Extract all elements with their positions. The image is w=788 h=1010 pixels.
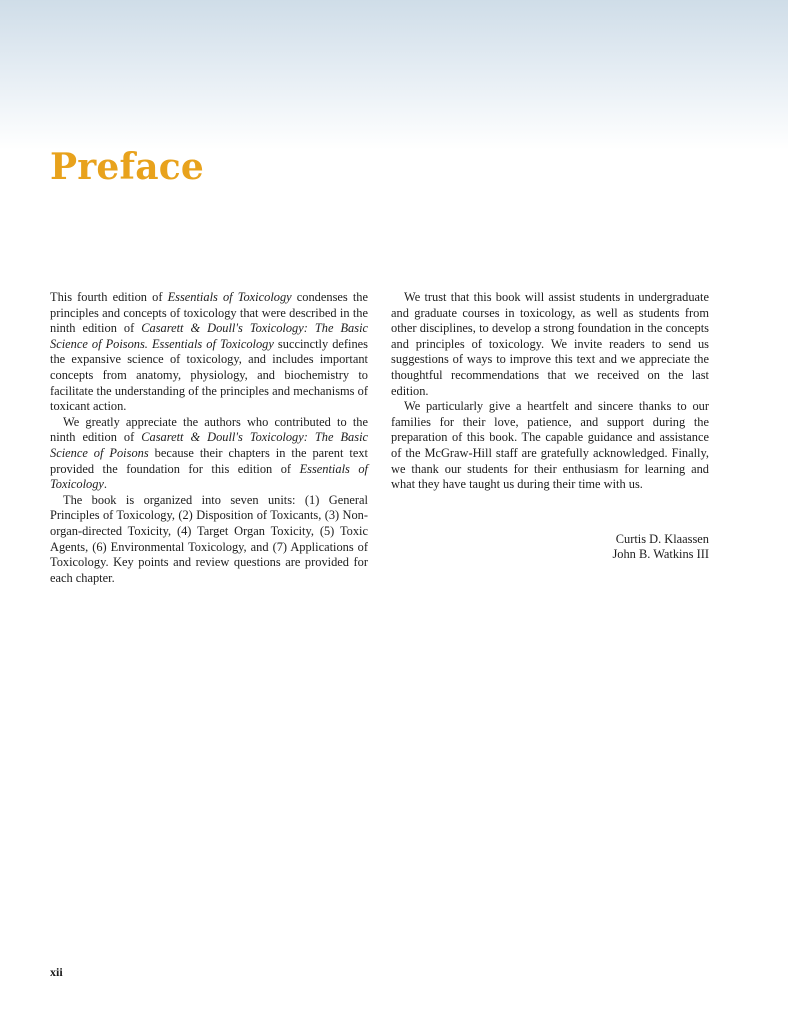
header-gradient-band <box>0 0 788 150</box>
book-title-italic: Casarett & Doull's Toxicology: The Basic Science of Poisons <box>50 430 369 460</box>
preface-paragraph-2 <box>50 415 368 493</box>
preface-paragraph-4: We trust that this book will assist students in undergraduate and graduate courses in toxicology, as well as students from other disciplines, to develop a strong foundation in the concepts and principles of toxicology. We invite readers to send us suggestions of ways to improve this text and we appreciate the thoughtful recommendations that we received on the last edition. <box>391 290 709 398</box>
author-name: John B. Watkins III <box>612 547 709 562</box>
text-run: succinctly defines the expansive science of toxicology, and includes important concepts from anatomy, physiology, and biochemistry to facilitate the understanding of the principles and mechanisms of toxicant action. <box>50 336 368 414</box>
right-column <box>391 290 709 563</box>
preface-paragraph-5: We particularly give a heartfelt and sincere thanks to our families for their love, patience, and support during the preparation of this book. The capable guidance and assistance of the McGraw-Hill staff are gratefully acknowledged. Finally, we thank our students for their enthusiasm for learning and what they have taught us during their time with us. <box>391 399 709 492</box>
book-title-italic: Casarett & Doull's Toxicology: The Basic Science of Poisons. Essentials of Toxicology <box>50 321 369 351</box>
preface-paragraph-3: The book is organized into seven units: (1) General Principles of Toxicology, (2) Disposition of Toxicants, (3) Non-organ-directed Toxicity, (4) Target Organ Toxicity, (5) Toxic Agents, (6) Environmental Toxicology, and (7) Applications of Toxicology. Key points and review questions are provided for each chapter. <box>50 492 368 585</box>
author-name: Curtis D. Klaassen <box>615 531 709 546</box>
page-title: Preface <box>50 146 204 188</box>
book-title-italic: Essentials of Toxicology <box>167 290 292 304</box>
text-run: condenses the principles and concepts of toxicology that were described in the ninth edition of <box>50 290 368 336</box>
text-run: We greatly appreciate the authors who contributed to the ninth edition of <box>50 414 368 445</box>
text-run: . <box>103 477 108 492</box>
text-run: because their chapters in the parent text provided the foundation for this edition of <box>50 445 369 476</box>
page-number: xii <box>50 965 63 979</box>
text-run: This fourth edition of <box>50 290 168 304</box>
book-title-italic: Essentials of Toxicology <box>50 461 368 492</box>
author-signatures <box>391 532 709 563</box>
preface-paragraph-1 <box>50 290 368 415</box>
left-column <box>50 290 368 586</box>
